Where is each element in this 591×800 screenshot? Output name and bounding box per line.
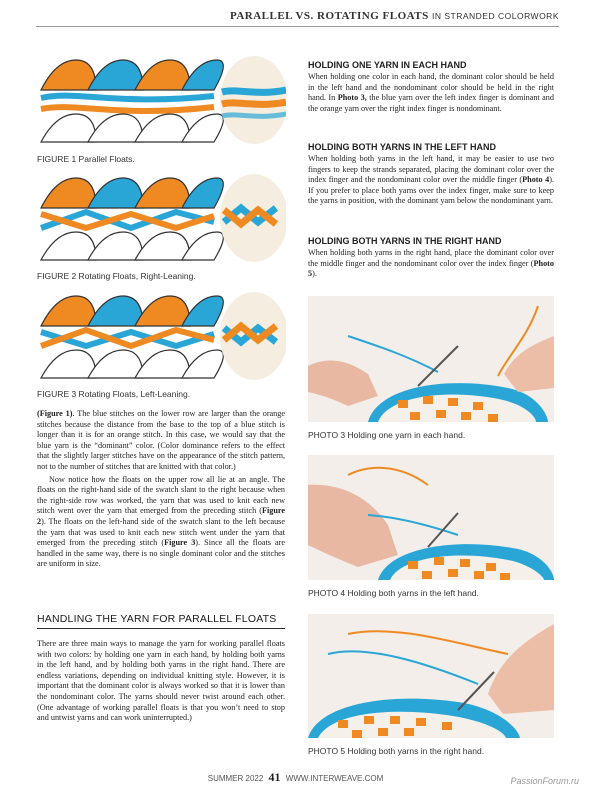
footer-site: WWW.INTERWEAVE.COM — [285, 774, 384, 783]
figure-reference: Figure 2 — [37, 506, 285, 526]
header-subtitle: IN STRANDED COLORWORK — [432, 11, 559, 21]
section-heading: HOLDING BOTH YARNS IN THE LEFT HAND — [308, 142, 497, 152]
section-text: ). If you prefer to place both yarns over the index finger, make sure to keep the yarns in position, with the dominant yarn below the nondominant yarn. — [308, 175, 554, 206]
body-text-run: ). The floats on the left-hand side of the swatch slant to the left because the yarn that was used to knit each new stitch went under the yarn that emerged from the preceding stitch ( — [37, 516, 285, 548]
body-text — [37, 409, 285, 570]
page-number: 41 — [268, 770, 281, 784]
figure-reference: (Figure 1) — [37, 409, 73, 418]
figure-reference: Figure 3 — [164, 538, 196, 548]
photo-5 — [308, 614, 554, 738]
photo-reference: Photo 3, — [337, 93, 367, 103]
figure-3-caption: FIGURE 3 Rotating Floats, Left-Leaning. — [37, 389, 191, 399]
section-both-yarns-left-hand — [308, 142, 554, 207]
photo-3-caption: PHOTO 3 Holding one yarn in each hand. — [308, 430, 466, 440]
photo-5-caption: PHOTO 5 Holding both yarns in the right hand. — [308, 746, 485, 756]
section-heading-parallel-floats: HANDLING THE YARN FOR PARALLEL FLOATS — [37, 613, 277, 625]
section-text: the blue yarn over the left index finger is dominant and the orange yarn over the right index finger is nondominant. — [308, 93, 554, 113]
body-text-run: Now notice how the floats on the upper row all lie at an angle. The floats on the right-hand side of the swatch slant to the right because when the right-side row was worked, the yarn that was used to knit each new stitch went over the yarn that emerged from the preceding stitch ( — [37, 474, 285, 516]
section-rule — [37, 628, 285, 629]
page-footer — [0, 770, 591, 785]
figure-2 — [36, 170, 286, 265]
figure-2-caption: FIGURE 2 Rotating Floats, Right-Leaning. — [37, 271, 196, 281]
photo-reference: Photo 5 — [308, 258, 554, 279]
footer-issue: SUMMER 2022 — [207, 774, 264, 783]
figure-2-diagram — [41, 178, 223, 260]
figure-3-diagram — [41, 296, 223, 378]
body-paragraph-1 — [37, 409, 285, 473]
photo-reference: Photo 4 — [522, 175, 550, 185]
header-rule — [36, 26, 559, 27]
watermark: PassionForum.ru — [510, 776, 579, 786]
section-both-yarns-right-hand — [308, 236, 554, 280]
running-header — [230, 10, 559, 22]
body-paragraph-2 — [37, 475, 285, 570]
figure-3-swatch-photo — [220, 292, 286, 380]
figure-1-swatch-photo — [220, 56, 286, 144]
photo-3 — [308, 296, 554, 422]
section-text: When holding both yarns in the left hand, it may be easier to use two fingers to keep the strands separated, placing the dominant color over the index finger and the nondominant color over the middle finger ( — [308, 154, 554, 185]
section-paragraph — [308, 154, 554, 207]
figure-1-caption: FIGURE 1 Parallel Floats. — [37, 154, 135, 164]
section-paragraph: There are three main ways to manage the yarn for working parallel floats with two colors: by holding one yarn in each hand, by holding both yarns in the left hand, and by holding both yarns in the right hand. There are endless variations, depending on individual knitting style. However, it is important that the dominant color is always worked so that it is lower than the nondominant color. The yarns should never twist around each other. (One advantage of working parallel floats is that you won’t need to stop and untwist yarns and can work uninterrupted.) — [37, 639, 285, 723]
figure-1 — [36, 52, 286, 147]
photo-5-image — [308, 614, 554, 738]
photo-4-image — [308, 455, 554, 580]
photo-4 — [308, 455, 554, 580]
photo-4-caption: PHOTO 4 Holding both yarns in the left hand. — [308, 588, 479, 598]
figure-1-illustration — [36, 52, 286, 147]
figure-2-swatch-photo — [220, 174, 286, 262]
section-one-yarn-each-hand — [308, 60, 554, 114]
figure-3 — [36, 288, 286, 383]
header-title: PARALLEL VS. ROTATING FLOATS — [229, 10, 429, 22]
section-text: When holding one color in each hand, the dominant color should be held in the left hand and the nondominant color should be held in the right hand. In — [308, 72, 554, 103]
body-text-run: . The blue stitches on the lower row are larger than the orange stitches because the distance from the base to the top of a blue stitch is longer than it is for an orange stitch. In this case, we would say that the blue yarn is the “dominant” color. (Color dominance refers to the effect that the slightly larger stitches have on the appearance of the stitch pattern, not to the number of stitches that are knitted with that color.) — [37, 409, 285, 471]
photo-3-image — [308, 296, 554, 422]
section-heading: HOLDING BOTH YARNS IN THE RIGHT HAND — [308, 236, 502, 246]
section-parallel-floats-body — [37, 639, 285, 724]
section-heading: HOLDING ONE YARN IN EACH HAND — [308, 60, 467, 70]
body-text-run: ). Since all the floats are handled in the same way, there is no single dominant color and the stitches are uniform in size. — [37, 538, 286, 569]
section-text: ). — [312, 269, 317, 279]
figure-2-illustration — [36, 170, 286, 265]
section-paragraph — [308, 72, 554, 114]
figure-1-diagram — [41, 60, 223, 142]
section-paragraph — [308, 248, 554, 280]
figure-3-illustration — [36, 288, 286, 383]
section-text: When holding both yarns in the right hand, place the dominant color over the middle finger and the nondominant color over the index finger ( — [308, 248, 554, 268]
